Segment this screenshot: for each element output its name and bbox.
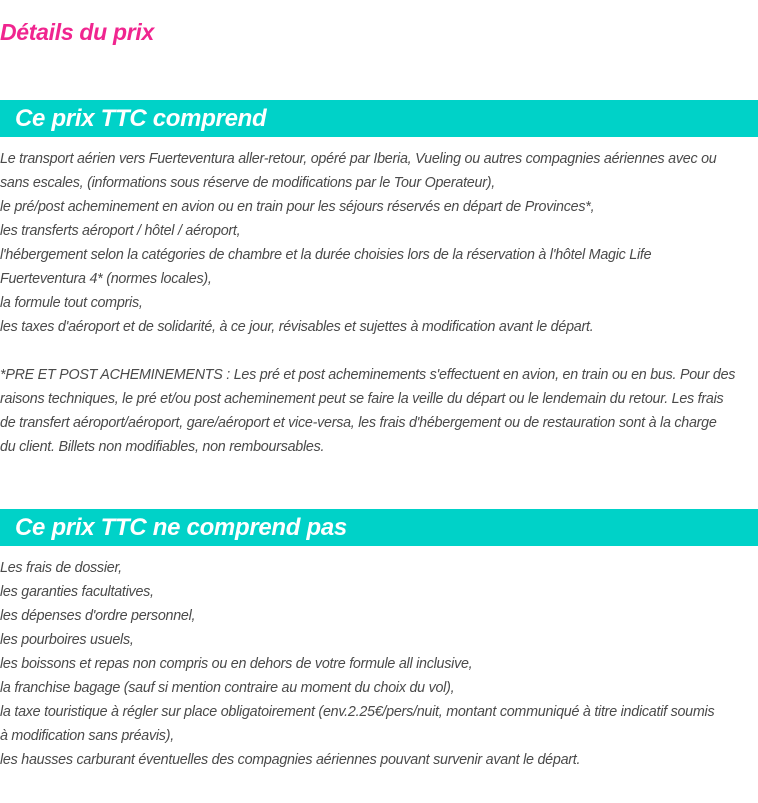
excluded-line: la taxe touristique à régler sur place obligatoirement (env.2.25€/pers/nuit, montant communiqué à titre indicatif soumis xyxy=(0,704,715,720)
excluded-line: les hausses carburant éventuelles des compagnies aériennes pouvant survenir avant le départ. xyxy=(0,752,581,768)
included-line: Fuerteventura 4* (normes locales), xyxy=(0,271,212,287)
spacer xyxy=(0,339,758,363)
acheminement-note-line: *PRE ET POST ACHEMINEMENTS : Les pré et post acheminements s'effectuent en avion, en train ou en bus. Pour des xyxy=(0,367,736,383)
included-section-body xyxy=(0,147,758,459)
acheminement-note-line: raisons techniques, le pré et/ou post acheminement peut se faire la veille du départ ou le lendemain du retour. Les frais xyxy=(0,391,724,407)
excluded-line: les garanties facultatives, xyxy=(0,584,154,600)
included-line: sans escales, (informations sous réserve de modifications par le Tour Operateur), xyxy=(0,175,495,191)
excluded-section-header: Ce prix TTC ne comprend pas xyxy=(0,509,758,546)
excluded-line: Les frais de dossier, xyxy=(0,560,122,576)
acheminement-note-line: de transfert aéroport/aéroport, gare/aéroport et vice-versa, les frais d'hébergement ou de restauration sont à la charge xyxy=(0,415,717,431)
excluded-line: à modification sans préavis), xyxy=(0,728,174,744)
excluded-line: la franchise bagage (sauf si mention contraire au moment du choix du vol), xyxy=(0,680,455,696)
excluded-line: les dépenses d'ordre personnel, xyxy=(0,608,196,624)
included-line: les taxes d'aéroport et de solidarité, à ce jour, révisables et sujettes à modification avant le départ. xyxy=(0,319,594,335)
included-line: l'hébergement selon la catégories de chambre et la durée choisies lors de la réservation à l'hôtel Magic Life xyxy=(0,247,652,263)
acheminement-note-line: du client. Billets non modifiables, non remboursables. xyxy=(0,439,325,455)
excluded-line: les boissons et repas non compris ou en dehors de votre formule all inclusive, xyxy=(0,656,473,672)
excluded-section-body xyxy=(0,556,758,772)
excluded-line: les pourboires usuels, xyxy=(0,632,134,648)
included-line: Le transport aérien vers Fuerteventura aller-retour, opéré par Iberia, Vueling ou autres compagnies aériennes avec ou xyxy=(0,151,717,167)
included-line: la formule tout compris, xyxy=(0,295,143,311)
included-section-header: Ce prix TTC comprend xyxy=(0,100,758,137)
page-title: Détails du prix xyxy=(0,19,154,45)
included-line: les transferts aéroport / hôtel / aéroport, xyxy=(0,223,241,239)
included-line: le pré/post acheminement en avion ou en train pour les séjours réservés en départ de Provinces*, xyxy=(0,199,595,215)
